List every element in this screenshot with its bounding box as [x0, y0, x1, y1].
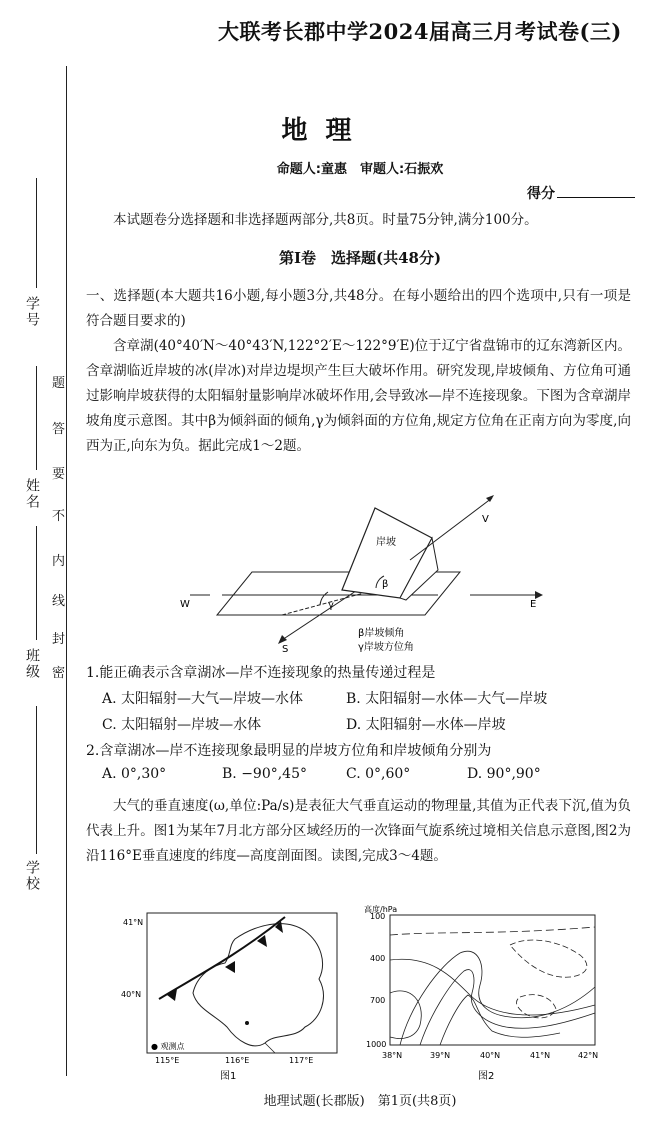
svg-text:42°N: 42°N	[578, 1051, 599, 1060]
svg-text:117°E: 117°E	[289, 1056, 314, 1065]
name-blank	[36, 366, 37, 470]
legend-beta: β岸坡倾角	[358, 628, 405, 639]
question-2-option-b: B. −90°,45°	[222, 766, 307, 782]
seal-char: 题	[52, 376, 66, 391]
authors: 命题人:童惠 审题人:石振欢	[276, 162, 444, 177]
question-1-stem: 1.能正确表示含章湖冰—岸不连接现象的热量传递过程是	[86, 665, 436, 681]
page-footer: 地理试题(长郡版) 第1页(共8页)	[263, 1094, 457, 1109]
figure-2-caption: 图2	[478, 1071, 495, 1082]
seal-char: 线	[52, 594, 66, 609]
legend-gamma: γ岸坡方位角	[358, 642, 414, 653]
svg-text:41°N: 41°N	[530, 1051, 551, 1060]
question-1-option-a: A. 太阳辐射—大气—岸坡—水体	[102, 691, 304, 707]
question-1-option-b: B. 太阳辐射—水体—大气—岸坡	[346, 691, 548, 707]
observation-point	[245, 1021, 249, 1025]
passage-1: 含章湖(40°40′N～40°43′N,122°2′E～122°9′E)位于辽宁省盘锦市的辽东湾新区内。含章湖临近岸坡的冰(岸冰)对岸边堤坝产生巨大破坏作用。研究发现,岸坡倾角、方位角可通过影响岸坡获得的太阳辐射量影响岸冰破坏作用,会导致冰—岸不连接现象。下图为含章湖岸坡角度示意图。其中β为倾斜面的倾角,γ为倾斜面的方位角,规定方位角在正南方向为零度,向西为正,向东为负。据此完成1～2题。	[86, 338, 631, 454]
gamma-arc	[320, 592, 328, 605]
sun-ray	[410, 498, 492, 560]
question-2-option-d: D. 90°,90°	[467, 766, 541, 782]
seal-char: 答	[52, 422, 66, 437]
plot-frame	[390, 915, 595, 1045]
school-label: 学校	[24, 860, 40, 892]
binding-line	[66, 66, 67, 1076]
seal-char: 不	[52, 509, 66, 524]
beta-label: β	[382, 579, 389, 590]
passage-2: 大气的垂直速度(ω,单位:Pa/s)是表征大气垂直运动的物理量,其值为正代表下沉,值为负代表上升。图1为某年7月北方部分区域经历的一次锋面气旋系统过境相关信息示意图,图2为沿116°E垂直速度的纬度—高度剖面图。读图,完成3～4题。	[86, 798, 631, 864]
svg-text:100: 100	[370, 912, 386, 921]
figure-2-cross-section	[360, 905, 610, 1083]
school-blank	[36, 706, 37, 854]
name-label: 姓名	[24, 478, 40, 510]
student-number-blank	[36, 178, 37, 288]
svg-text:41°N: 41°N	[123, 918, 144, 927]
seal-char: 内	[52, 554, 66, 569]
svg-text:V: V	[482, 514, 489, 525]
slope-angle-diagram	[170, 490, 560, 655]
question-2-stem: 2.含章湖冰—岸不连接现象最明显的岸坡方位角和岸坡倾角分别为	[86, 743, 492, 759]
seal-char: 密	[52, 666, 66, 681]
figure-1-caption: 图1	[220, 1071, 237, 1082]
seal-char: 封	[52, 632, 66, 647]
svg-text:116°E: 116°E	[225, 1056, 250, 1065]
svg-text:40°N: 40°N	[480, 1051, 501, 1060]
class-blank	[36, 526, 37, 640]
exam-title: 大联考长郡中学2024届高三月考试卷(三)	[218, 19, 622, 44]
question-1-option-d: D. 太阳辐射—水体—岸坡	[346, 717, 506, 733]
intro-text: 本试题卷分选择题和非选择题两部分,共8页。时量75分钟,满分100分。	[113, 212, 538, 228]
seal-char: 要	[52, 467, 66, 482]
slope-label: 岸坡	[376, 537, 396, 548]
section-title: 第Ⅰ卷 选择题(共48分)	[278, 249, 442, 267]
svg-text:400: 400	[370, 954, 386, 963]
question-1-option-c: C. 太阳辐射—岸坡—水体	[102, 717, 262, 733]
svg-text:39°N: 39°N	[430, 1051, 451, 1060]
question-2-option-c: C. 0°,60°	[346, 766, 411, 782]
east-label: E	[530, 599, 537, 610]
score-blank	[557, 185, 635, 198]
score-field	[527, 183, 635, 203]
question-2-option-a: A. 0°,30°	[102, 766, 167, 782]
subject-title: 地理	[281, 116, 370, 146]
class-label: 班级	[24, 648, 40, 680]
west-label: W	[180, 599, 190, 610]
svg-text:115°E: 115°E	[155, 1056, 180, 1065]
svg-text:700: 700	[370, 996, 386, 1005]
figure-1-map	[115, 905, 340, 1083]
score-label: 得分	[527, 186, 555, 202]
student-number-label: 学号	[24, 296, 40, 328]
svg-text:38°N: 38°N	[382, 1051, 403, 1060]
svg-text:1000: 1000	[366, 1040, 387, 1049]
part1-instructions: 一、选择题(本大题共16小题,每小题3分,共48分。在每小题给出的四个选项中,只有一项是符合题目要求的)	[86, 288, 631, 329]
svg-text:40°N: 40°N	[121, 990, 142, 999]
map-legend: ● 观测点	[151, 1042, 185, 1051]
gamma-label: γ	[328, 600, 334, 611]
south-label: S	[282, 644, 289, 655]
y-axis-title: 高度/hPa	[364, 905, 398, 914]
